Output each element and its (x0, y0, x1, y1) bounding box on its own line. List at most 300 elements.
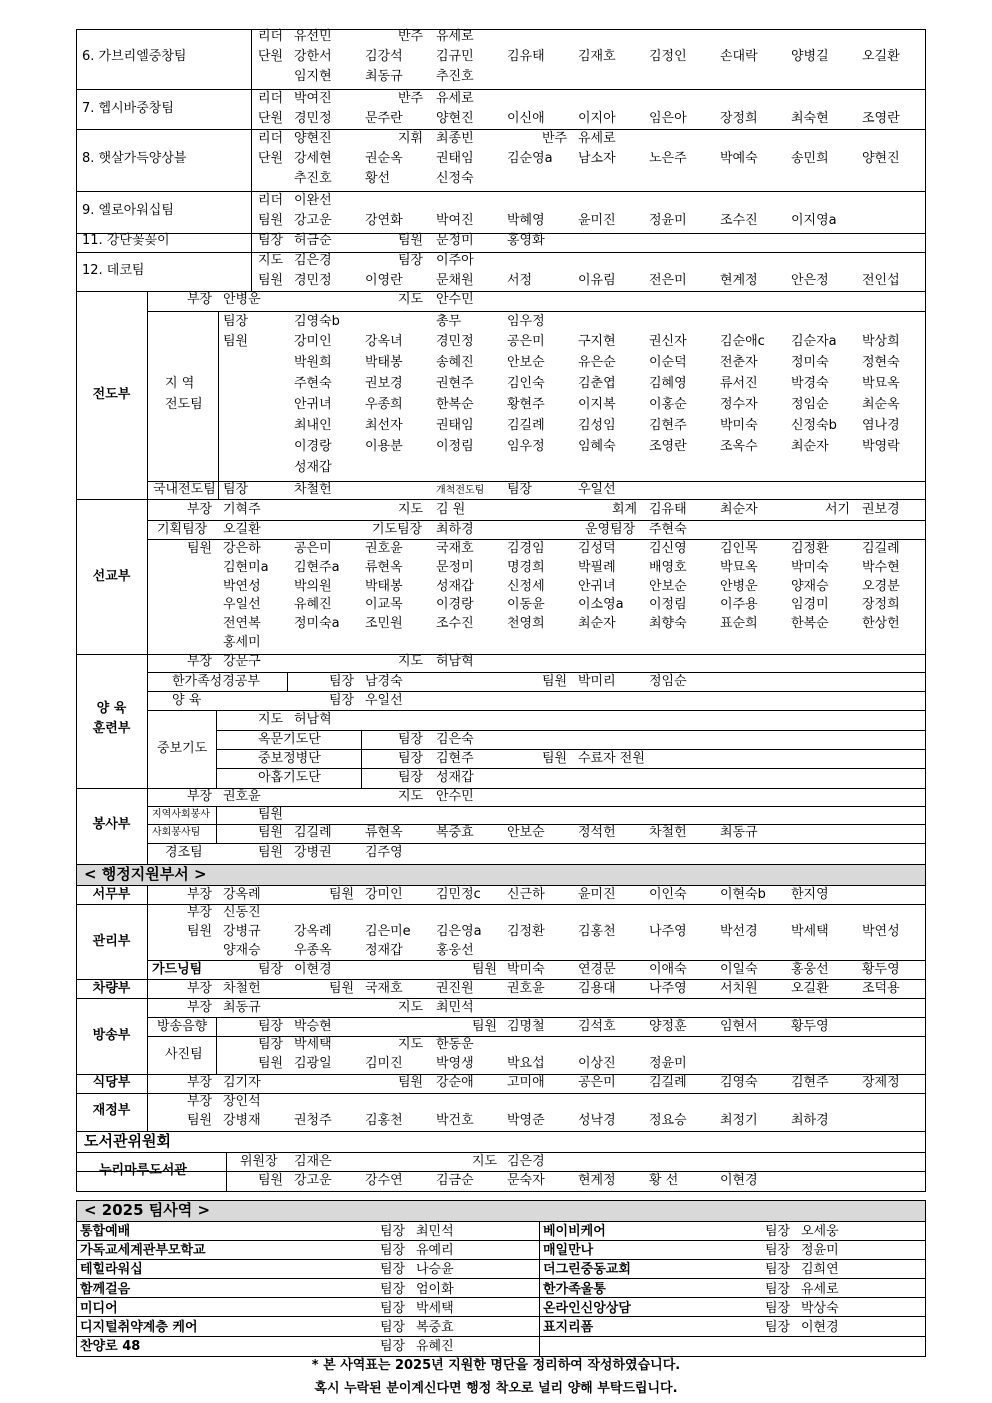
roster-cell: 안귀녀 (294, 397, 332, 412)
roster-cell: 김은숙 (436, 732, 474, 747)
roster-cell: 오길환 (223, 522, 261, 537)
roster-cell: 팀원 (223, 334, 249, 349)
roster-cell: 김혜영 (649, 376, 687, 391)
roster-cell: 표순희 (720, 616, 758, 631)
group-label: 8. 햇살가득양상블 (82, 151, 187, 166)
roster-cell: 팀원 (472, 1019, 498, 1034)
roster-cell: 차철헌 (649, 825, 687, 840)
roster-cell: 박수현 (862, 560, 900, 575)
roster-cell: 김인숙 (507, 376, 545, 391)
team-leader-left: 유예리 (416, 1243, 454, 1259)
roster-cell: 김유태 (507, 49, 545, 64)
roster-cell: 김재은 (294, 1154, 332, 1169)
roster-cell: 권호윤 (365, 541, 403, 556)
roster-cell: 임혜숙 (578, 439, 616, 454)
footer-note-2: 혹시 누락된 분이계신다면 행정 착오로 널리 양해 부탁드립니다. (314, 1381, 678, 1396)
roster-cell: 회계 (612, 502, 638, 517)
roster-cell: 박여진 (436, 213, 474, 228)
roster-cell: 서기 (825, 502, 851, 517)
team-leader-right: 이현경 (801, 1320, 839, 1335)
roster-cell: 나주영 (649, 924, 687, 939)
roster-cell: 허남혁 (294, 712, 332, 727)
group-label: 경조팀 (165, 845, 203, 860)
roster-cell: 이정림 (436, 439, 474, 454)
group-label: 지 역 (165, 376, 195, 391)
roster-cell: 조덕용 (862, 981, 900, 996)
roster-cell: 권신자 (649, 334, 687, 349)
roster-cell: 조수진 (720, 213, 758, 228)
roster-cell: 전춘자 (720, 355, 758, 370)
library-name: 누리마루도서관 (99, 1163, 187, 1178)
roster-cell: 부장 (187, 1000, 213, 1015)
roster-cell: 유세로 (436, 91, 474, 106)
group-label: 기도팀장 (372, 522, 423, 537)
roster-cell: 윤미진 (578, 887, 616, 902)
roster-cell: 조옥수 (720, 439, 758, 454)
group-label: 한가족성경공부 (172, 674, 260, 689)
team-name-right: 매일만나 (543, 1243, 594, 1259)
team-leader-left: 박세택 (416, 1300, 454, 1316)
roster-cell: 안수민 (436, 292, 474, 307)
roster-cell: 경민정 (436, 334, 474, 349)
roster-cell: 오길환 (862, 49, 900, 64)
roster-cell: 강은하 (223, 541, 261, 556)
roster-cell: 지도 (258, 712, 284, 727)
team-leader-right: 유세로 (801, 1281, 839, 1297)
roster-cell: 김춘엽 (578, 376, 616, 391)
roster-cell: 부장 (187, 887, 213, 902)
group-label: 지역사회봉사 (152, 809, 210, 820)
roster-cell: 김성덕 (578, 541, 616, 556)
roster-cell: 허금순 (294, 233, 332, 248)
roster-cell: 안병운 (223, 292, 261, 307)
group-label: 양 육 (172, 693, 202, 708)
roster-cell: 추진호 (294, 171, 332, 186)
roster-cell: 김기자 (223, 1075, 261, 1090)
roster-cell: 주현숙 (294, 376, 332, 391)
footer-note-1: * 본 사역표는 2025년 지원한 명단을 정리하여 작성하였습니다. (311, 1358, 681, 1373)
roster-cell: 한지영 (791, 887, 829, 902)
roster-cell: 이주아 (436, 253, 474, 268)
roster-cell: 황현주 (507, 397, 545, 412)
roster-cell: 김신영 (649, 541, 687, 556)
roster-cell: 강옥녀 (365, 334, 403, 349)
roster-cell: 강고운 (294, 213, 332, 228)
roster-cell: 장인석 (223, 1094, 261, 1109)
roster-cell: 팀원 (329, 981, 355, 996)
roster-cell: 황선 (365, 171, 391, 186)
roster-cell: 반주 (398, 29, 424, 44)
roster-cell: 서정 (507, 273, 533, 288)
roster-cell: 팀원 (542, 674, 568, 689)
roster-cell: 이소영a (578, 597, 624, 612)
roster-cell: 이동윤 (507, 597, 545, 612)
roster-cell: 차철헌 (294, 482, 332, 497)
roster-cell: 박연성 (223, 579, 261, 594)
team-name-right: 표지리폼 (543, 1320, 594, 1335)
roster-cell: 유혜진 (294, 597, 332, 612)
roster-cell: 김은경 (507, 1154, 545, 1169)
roster-cell: 강병규 (223, 924, 261, 939)
team-role-left: 팀장 (380, 1300, 406, 1316)
roster-cell: 황 선 (649, 1173, 679, 1188)
roster-cell: 박연성 (862, 924, 900, 939)
roster-cell: 현계정 (720, 273, 758, 288)
roster-cell: 권순옥 (365, 151, 403, 166)
roster-cell: 권호윤 (507, 981, 545, 996)
roster-cell: 명경희 (507, 560, 545, 575)
roster-cell: 임지현 (294, 69, 332, 84)
roster-cell: 강한서 (294, 49, 332, 64)
roster-cell: 강연화 (365, 213, 403, 228)
roster-cell: 류현옥 (365, 825, 403, 840)
roster-cell: 성재갑 (436, 579, 474, 594)
roster-cell: 이유림 (578, 273, 616, 288)
roster-cell: 안보순 (649, 579, 687, 594)
group-label: 7. 헵시바중창팀 (82, 101, 174, 116)
team-name-left: 함께걸음 (80, 1281, 131, 1297)
roster-cell: 팀원 (187, 541, 213, 556)
roster-cell: 김민정c (436, 887, 481, 902)
group-label: 전도팀 (165, 397, 203, 412)
roster-cell: 기혁주 (223, 502, 261, 517)
roster-cell: 최순자 (791, 439, 829, 454)
roster-cell: 정윤미 (649, 213, 687, 228)
roster-cell: 팀원 (398, 1075, 424, 1090)
department-label: 선교부 (92, 569, 131, 584)
roster-cell: 성재갑 (436, 770, 474, 785)
roster-cell: 팀원 (258, 273, 284, 288)
roster-cell: 박미리 (578, 674, 616, 689)
roster-cell: 박원희 (294, 355, 332, 370)
group-label: 12. 데코팀 (82, 263, 145, 278)
roster-cell: 신동진 (223, 905, 261, 920)
roster-cell: 이현경 (720, 1173, 758, 1188)
roster-cell: 정임순 (791, 397, 829, 412)
roster-cell: 위원장 (240, 1154, 278, 1169)
team-name-left: 찬양로 48 (80, 1339, 141, 1355)
roster-cell: 나주영 (649, 981, 687, 996)
group-label: 아홉기도단 (258, 770, 321, 785)
roster-cell: 이경랑 (294, 439, 332, 454)
roster-cell: 김재호 (578, 49, 616, 64)
roster-cell: 팀장 (398, 732, 424, 747)
roster-cell: 팀원 (258, 807, 284, 822)
roster-cell: 이지복 (578, 397, 616, 412)
department-label: 양 육 (96, 701, 127, 716)
roster-cell: 손대락 (720, 49, 758, 64)
roster-cell: 최순자 (720, 502, 758, 517)
roster-cell: 이현경 (294, 962, 332, 977)
roster-cell: 김영숙b (294, 314, 340, 329)
roster-cell: 전인섭 (862, 273, 900, 288)
group-label: 개척전도팀 (436, 485, 485, 496)
roster-cell: 양현진 (294, 131, 332, 146)
roster-cell: 팀원 (258, 845, 284, 860)
roster-cell: 장정희 (862, 597, 900, 612)
roster-cell: 최향숙 (649, 616, 687, 631)
roster-cell: 부장 (187, 789, 213, 804)
roster-cell: 문채원 (436, 273, 474, 288)
group-label: 중보기도 (157, 741, 208, 756)
roster-cell: 신정숙b (791, 418, 837, 433)
group-label: 가드닝팀 (152, 962, 203, 977)
roster-cell: 팀원 (258, 213, 284, 228)
roster-cell: 문정미 (436, 560, 474, 575)
department-label: 전도부 (92, 387, 131, 402)
roster-cell: 권진원 (436, 981, 474, 996)
roster-cell: 팀장 (258, 962, 284, 977)
roster-cell: 홍세미 (223, 635, 261, 650)
roster-cell: 정현숙 (862, 355, 900, 370)
roster-cell: 정미숙 (791, 355, 829, 370)
roster-cell: 박세택 (294, 1037, 332, 1052)
roster-cell: 이일숙 (720, 962, 758, 977)
roster-cell: 임경미 (791, 597, 829, 612)
roster-cell: 남소자 (578, 151, 616, 166)
roster-cell: 정임순 (649, 674, 687, 689)
roster-cell: 김은영a (436, 924, 482, 939)
roster-cell: 송민희 (791, 151, 829, 166)
department-label: 서무부 (92, 887, 131, 902)
roster-cell: 문숙자 (507, 1173, 545, 1188)
team-role-right: 팀장 (765, 1320, 791, 1335)
roster-cell: 지도 (398, 1000, 424, 1015)
roster-cell: 총무 (436, 314, 462, 329)
roster-cell: 류현옥 (365, 560, 403, 575)
roster-cell: 김주영 (365, 845, 403, 860)
roster-cell: 박태봉 (365, 355, 403, 370)
roster-cell: 단원 (258, 49, 284, 64)
roster-cell: 서치원 (720, 981, 758, 996)
roster-cell: 조영란 (649, 439, 687, 454)
roster-cell: 조수진 (436, 616, 474, 631)
roster-cell: 김광일 (294, 1056, 332, 1071)
roster-cell: 김 원 (436, 502, 466, 517)
roster-cell: 단원 (258, 111, 284, 126)
roster-cell: 공은미 (507, 334, 545, 349)
roster-cell: 신정세 (507, 579, 545, 594)
roster-cell: 정요승 (649, 1113, 687, 1128)
roster-cell: 주현숙 (649, 522, 687, 537)
roster-cell: 추진호 (436, 69, 474, 84)
roster-cell: 임현서 (720, 1019, 758, 1034)
group-label: 기획팀장 (157, 522, 208, 537)
team-role-right: 팀장 (765, 1243, 791, 1259)
roster-cell: 이신애 (507, 111, 545, 126)
roster-cell: 양병길 (791, 49, 829, 64)
team-name-left: 미디어 (80, 1300, 118, 1316)
roster-cell: 팀원 (187, 1113, 213, 1128)
roster-cell: 지도 (398, 789, 424, 804)
department-label: 차량부 (92, 981, 131, 996)
roster-cell: 홍웅선 (791, 962, 829, 977)
team-leader-right: 오세웅 (801, 1224, 839, 1239)
team-leader-right: 정윤미 (801, 1243, 839, 1259)
roster-cell: 강옥례 (223, 887, 261, 902)
roster-cell: 박묘옥 (862, 376, 900, 391)
roster-cell: 팀원 (258, 825, 284, 840)
roster-cell: 홍웅선 (436, 943, 474, 958)
roster-cell: 우일선 (578, 482, 616, 497)
team-name-left: 디지털취약계층 케어 (80, 1320, 198, 1335)
group-label: 방송음향 (157, 1019, 208, 1034)
roster-cell: 부장 (187, 502, 213, 517)
roster-cell: 김경임 (507, 541, 545, 556)
roster-cell: 박태봉 (365, 579, 403, 594)
roster-cell: 리더 (258, 29, 284, 44)
roster-cell: 강옥례 (294, 924, 332, 939)
roster-cell: 팀원 (329, 887, 355, 902)
roster-cell: 팀장 (329, 674, 355, 689)
team-leader-left: 최민석 (416, 1224, 454, 1239)
roster-cell: 김홍천 (578, 924, 616, 939)
roster-cell: 강순애 (436, 1075, 474, 1090)
roster-cell: 전은미 (649, 273, 687, 288)
roster-cell: 김길례 (862, 541, 900, 556)
roster-cell: 우일선 (365, 693, 403, 708)
roster-cell: 팀원 (258, 1173, 284, 1188)
group-label: 사진팀 (165, 1047, 203, 1062)
roster-cell: 이순덕 (649, 355, 687, 370)
team-leader-right: 박상숙 (801, 1300, 839, 1316)
roster-cell: 최하경 (791, 1113, 829, 1128)
roster-cell: 박요섭 (507, 1056, 545, 1071)
roster-cell: 양현진 (862, 151, 900, 166)
roster-cell: 송혜진 (436, 355, 474, 370)
roster-cell: 유세로 (578, 131, 616, 146)
roster-cell: 고미애 (507, 1075, 545, 1090)
roster-cell: 부장 (187, 654, 213, 669)
roster-cell: 박세택 (791, 924, 829, 939)
roster-cell: 박승현 (294, 1019, 332, 1034)
roster-cell: 팀장 (329, 693, 355, 708)
roster-cell: 이경랑 (436, 597, 474, 612)
roster-cell: 홍영화 (507, 233, 545, 248)
roster-cell: 김인목 (720, 541, 758, 556)
roster-cell: 김정인 (649, 49, 687, 64)
roster-cell: 최내인 (294, 418, 332, 433)
roster-cell: 유세로 (436, 29, 474, 44)
roster-cell: 안수민 (436, 789, 474, 804)
roster-cell: 정재갑 (365, 943, 403, 958)
roster-cell: 부장 (187, 1075, 213, 1090)
roster-cell: 차철헌 (223, 981, 261, 996)
team-name-left: 테힐라워십 (80, 1262, 143, 1278)
roster-cell: 우일선 (223, 597, 261, 612)
team-name-right: 한가족울통 (543, 1281, 606, 1297)
group-label: 중보정병단 (258, 751, 321, 766)
roster-cell: 팀장 (398, 751, 424, 766)
team-name-left: 통합예배 (80, 1224, 131, 1239)
roster-cell: 안보순 (507, 825, 545, 840)
roster-cell: 임우정 (507, 439, 545, 454)
admin-section-title: < 행정지원부서 > (84, 865, 207, 883)
roster-cell: 강수연 (365, 1173, 403, 1188)
roster-cell: 김현주a (294, 560, 340, 575)
roster-cell: 권청주 (294, 1113, 332, 1128)
roster-cell: 이애숙 (649, 962, 687, 977)
roster-cell: 천영희 (507, 616, 545, 631)
roster-cell: 박영락 (862, 439, 900, 454)
roster-cell: 문정미 (436, 233, 474, 248)
roster-cell: 박미숙 (507, 962, 545, 977)
roster-cell: 김정환 (507, 924, 545, 939)
roster-cell: 최정기 (720, 1113, 758, 1128)
roster-cell: 양재승 (223, 943, 261, 958)
roster-cell: 김영숙 (720, 1075, 758, 1090)
roster-cell: 최하경 (436, 522, 474, 537)
roster-cell: 박의원 (294, 579, 332, 594)
roster-cell: 박필례 (578, 560, 616, 575)
department-label: 관리부 (92, 934, 131, 949)
roster-cell: 강병권 (294, 845, 332, 860)
team-role-left: 팀장 (380, 1224, 406, 1239)
roster-cell: 팀장 (223, 482, 249, 497)
roster-cell: 공은미 (294, 541, 332, 556)
roster-cell: 최종빈 (436, 131, 474, 146)
team-leader-left: 복중효 (416, 1320, 454, 1335)
roster-cell: 한동운 (436, 1037, 474, 1052)
roster-cell: 우종희 (365, 397, 403, 412)
roster-cell: 반주 (542, 131, 568, 146)
roster-cell: 허남혁 (436, 654, 474, 669)
roster-cell: 팀원 (258, 1056, 284, 1071)
roster-cell: 염나경 (862, 418, 900, 433)
roster-cell: 부장 (187, 981, 213, 996)
roster-cell: 부장 (187, 905, 213, 920)
roster-cell: 단원 (258, 151, 284, 166)
team-role-right: 팀장 (765, 1281, 791, 1297)
roster-cell: 반주 (398, 91, 424, 106)
roster-cell: 팀장 (398, 253, 424, 268)
roster-cell: 안보순 (507, 355, 545, 370)
group-label: 옥문기도단 (258, 732, 321, 747)
group-label: 사회봉사팀 (152, 827, 201, 838)
roster-cell: 김홍천 (365, 1113, 403, 1128)
roster-cell: 김순자a (791, 334, 837, 349)
roster-cell: 지도 (398, 502, 424, 517)
roster-cell: 장정희 (720, 111, 758, 126)
department-label: 훈련부 (92, 721, 131, 736)
roster-cell: 정수자 (720, 397, 758, 412)
roster-cell: 박여진 (294, 91, 332, 106)
roster-cell: 강고운 (294, 1173, 332, 1188)
roster-cell: 경민정 (294, 273, 332, 288)
roster-cell: 팀원 (542, 751, 568, 766)
roster-cell: 박묘옥 (720, 560, 758, 575)
roster-cell: 장제정 (862, 1075, 900, 1090)
roster-cell: 김길례 (294, 825, 332, 840)
roster-cell: 리더 (258, 91, 284, 106)
roster-cell: 박미숙 (720, 418, 758, 433)
roster-cell: 김현주 (791, 1075, 829, 1090)
roster-cell: 최동규 (365, 69, 403, 84)
roster-cell: 양현진 (436, 111, 474, 126)
roster-cell: 팀장 (398, 770, 424, 785)
team-leader-left: 엄이화 (416, 1281, 454, 1297)
roster-cell: 이용분 (365, 439, 403, 454)
team-name-right: 온라인신앙상담 (543, 1300, 631, 1316)
team-name-left: 가독교세계관부모학교 (80, 1243, 206, 1259)
roster-cell: 팀원 (398, 233, 424, 248)
team-role-right: 팀장 (765, 1262, 791, 1278)
roster-cell: 박영생 (436, 1056, 474, 1071)
roster-cell: 김용대 (578, 981, 616, 996)
roster-cell: 김명철 (507, 1019, 545, 1034)
roster-cell: 조민원 (365, 616, 403, 631)
roster-cell: 김은미e (365, 924, 411, 939)
